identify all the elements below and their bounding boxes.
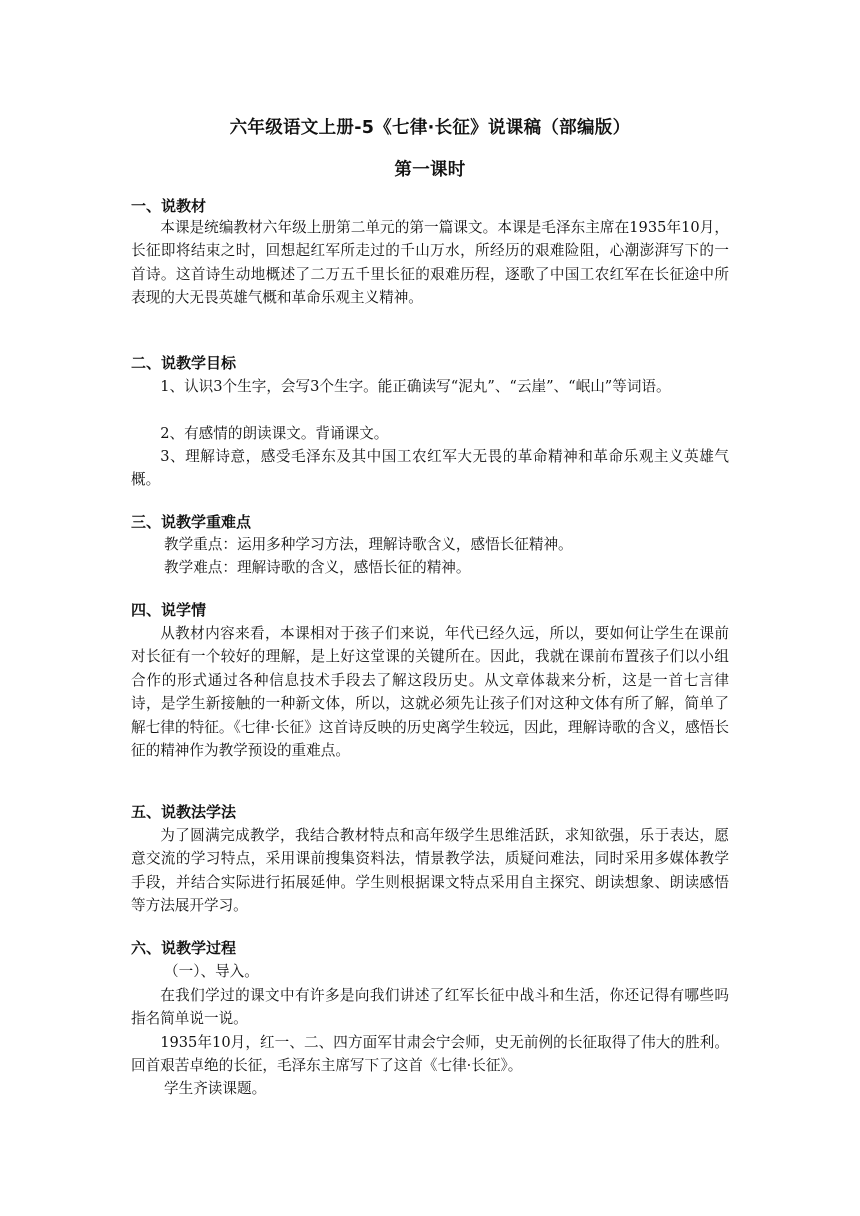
- section-heading-learners: 四、说学情: [131, 601, 207, 619]
- section-paragraph: 为了圆满完成教学，我结合教材特点和高年级学生思维活跃，求知欲强，乐于表达，愿意交流的学习特点，采用课前搜集资料法，情景教学法，质疑问难法，同时采用多媒体教学手段，并结合实际进行拓展延伸。学生则根据课文特点采用自主探究、朗读想象、朗读感悟等方法展开学习。: [131, 827, 729, 915]
- document-title: 六年级语文上册-5《七律·长征》说课稿（部编版）: [229, 118, 631, 138]
- section-heading-methods: 五、说教法学法: [131, 803, 237, 821]
- process-paragraph: 在我们学过的课文中有许多是向我们讲述了红军长征中战斗和生活，你还记得有哪些吗指名简单说一说。: [131, 987, 729, 1028]
- process-closing-line: 学生齐读课题。: [164, 1080, 267, 1097]
- difficult-point-line: 教学难点：理解诗歌的含义，感悟长征的精神。: [164, 559, 471, 576]
- document-subtitle: 第一课时: [394, 160, 466, 180]
- section-paragraph: 从教材内容来看，本课相对于孩子们来说，年代已经久远，所以，要如何让学生在课前对长征有一个较好的理解，是上好这堂课的关键所在。因此，我就在课前布置孩子们以小组合作的形式通过各种信息技术手段去了解这段历史。从文章体裁来分析，这是一首七言律诗，是学生新接触的一种新文体，所以，这就必须先让孩子们对这种文体有所了解，简单了解七律的特征。《七律·长征》这首诗反映的历史离学生较远，因此，理解诗歌的含义，感悟长征的精神作为教学预设的重难点。: [131, 625, 729, 760]
- process-step-intro: （一）、导入。: [164, 963, 259, 980]
- process-paragraph: 1935年10月，红一、二、四方面军甘肃会宁会师，史无前例的长征取得了伟大的胜利。回首艰苦卓绝的长征，毛泽东主席写下了这首《七律·长征》。: [131, 1034, 729, 1075]
- section-heading-key-points: 三、说教学重难点: [131, 513, 252, 531]
- section-heading-objectives: 二、说教学目标: [131, 354, 237, 372]
- objective-item-1: 1、认识3个生字，会写3个生字。能正确读写“泥丸”、“云崖”、“岷山”等词语。: [160, 378, 671, 395]
- objective-item-2: 2、有感情的朗读课文。背诵课文。: [160, 425, 389, 442]
- section-paragraph: 本课是统编教材六年级上册第二单元的第一篇课文。本课是毛泽东主席在1935年10月，长征即将结束之时，回想起红军所走过的千山万水，所经历的艰难险阻，心潮澎湃写下的一首诗。这首诗生动地概述了二万五千里长征的艰难历程，逐歌了中国工农红军在长征途中所表现的大无畏英雄气概和革命乐观主义精神。: [131, 219, 729, 307]
- section-heading-process: 六、说教学过程: [131, 939, 237, 957]
- section-heading-textbook: 一、说教材: [131, 197, 207, 215]
- key-point-line: 教学重点：运用多种学习方法，理解诗歌含义，感悟长征精神。: [164, 536, 573, 553]
- objective-item-3: 3、理解诗意，感受毛泽东及其中国工农红军大无畏的革命精神和革命乐观主义英雄气概。: [131, 448, 729, 489]
